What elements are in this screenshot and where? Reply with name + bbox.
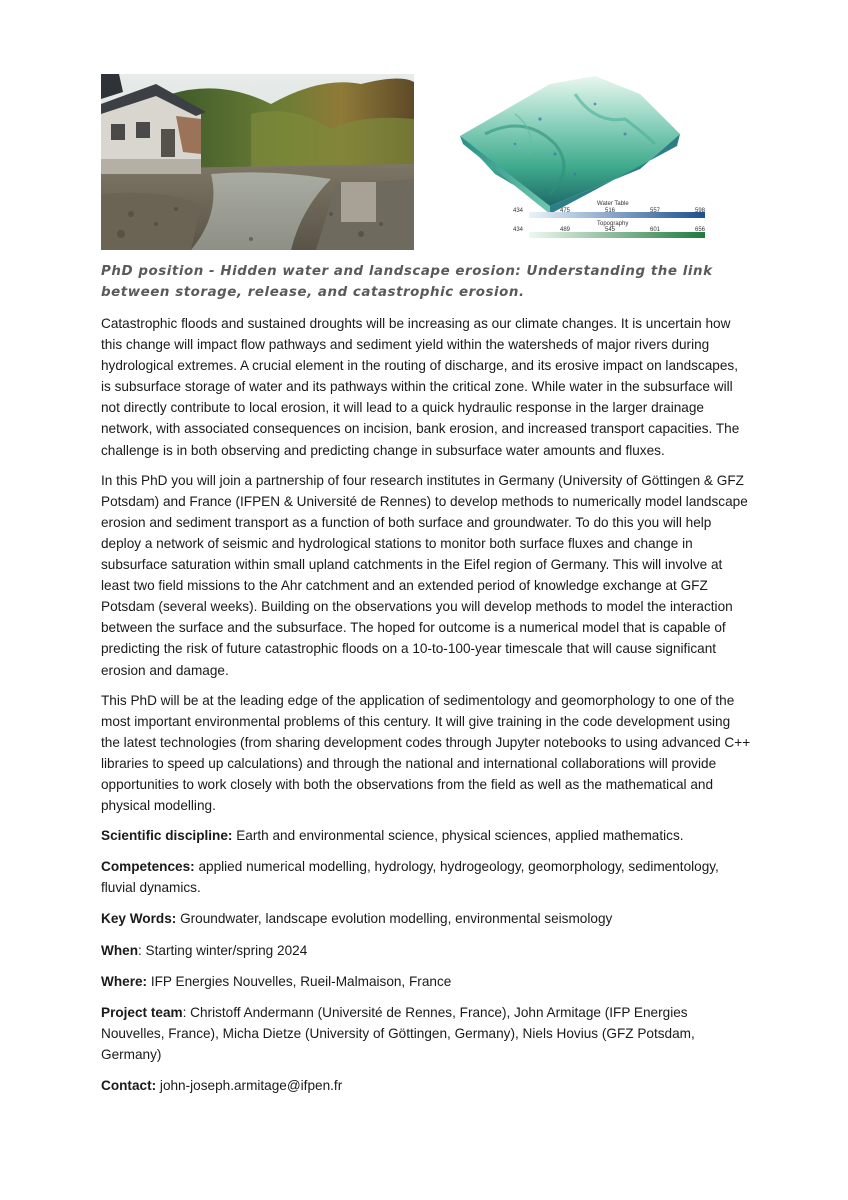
topo-tick: 545 [605,227,616,233]
project-paragraph: In this PhD you will join a partnership of four research institutes in Germany (University of Göttingen & GFZ Potsdam) and France (IFPEN & Université de Rennes) to develop methods to numerically model landscape erosion and sediment transport as a function of both surface and groundwater. To do this you will help deploy a network of seismic and hydrological stations to monitor both surface fluxes and change in subsurface saturation within small upland catchments in the Eifel region of Germany. This will involve at least two field missions to the Ahr catchment and an extended period of knowledge exchange at GFZ Potsdam (several weeks). Building on the observations you will develop methods to model the interaction between the surface and the subsurface. The hoped for outcome is a numerical model that is capable of predicting the risk of future catastrophic floods on a 10-to-100-year timescale that will cause significant erosion and damage. [101,472,748,678]
topo-tick: 489 [560,227,571,233]
contact-label: Contact: [101,1078,157,1093]
terrain-model-image [455,74,715,242]
intro-paragraph: Catastrophic floods and sustained droughts will be increasing as our climate changes. It is uncertain how this change will impact flow pathways and sediment yield within the watersheds of major rivers during hydrological extremes. A crucial element in the routing of discharge, and its erosive impact on landscapes, is subsurface storage of water and its pathways within the critical zone. While water in the subsurface will not directly contribute to local erosion, it will lead to a quick hydraulic response in the larger drainage network, with associated consequences on incision, bank erosion, and increased transport capacities. The challenge is in both observing and predicting change in subsurface water amounts and fluxes. [101,316,740,458]
competences-label: Competences: [101,859,195,875]
training-paragraph: This PhD will be at the leading edge of the application of sedimentology and geomorphology to one of the most important environmental problems of this century. It will give training in the code development using the latest technologies (from sharing development codes through Jupyter notebooks to using advanced C++ libraries to speed up calculations) and through the national and international collaborations will provide opportunities to work closely with both the observations from the field as well as the mathematical and physical modelling. [101,692,751,814]
where-field [101,971,751,992]
water-table-colorbar [529,212,705,218]
competences-field [101,856,751,898]
when-field [101,940,751,961]
flood-photo-image [101,74,414,250]
water-table-label: Water Table [597,201,629,207]
flood-photo [101,74,414,250]
wt-tick: 598 [695,208,706,214]
keywords-value: Groundwater, landscape evolution modelling, environmental seismology [176,911,613,927]
team-label: Project team [101,1004,183,1020]
topo-tick: 656 [695,227,706,233]
position-title: PhD position - Hidden water and landscape erosion: Understanding the link between storage, release, and catastrophic erosion. [101,264,713,300]
discipline-field [101,825,751,846]
competences-value: applied numerical modelling, hydrology, hydrogeology, geomorphology, sedimentology, fluvial dynamics. [101,859,719,896]
wt-tick: 557 [650,208,661,214]
keywords-label: Key Words: [101,911,177,927]
where-label: Where: [101,973,148,989]
team-field [101,1002,751,1065]
contact-email[interactable]: john-joseph.armitage@ifpen.fr [156,1078,343,1093]
wt-tick: 475 [560,208,571,214]
topo-tick: 601 [650,227,661,233]
where-value: IFP Energies Nouvelles, Rueil-Malmaison, France [147,973,452,989]
when-label: When [101,942,138,958]
team-value: : Christoff Andermann (Université de Rennes, France), John Armitage (IFP Energies Nouvelles, France), Micha Dietze (University of Göttingen, Germany), Niels Hovius (GFZ Potsdam, Germany) [101,1004,695,1062]
discipline-value: Earth and environmental science, physical sciences, applied mathematics. [232,828,684,844]
contact-field [101,1075,751,1096]
wt-tick: 516 [605,208,616,214]
wt-tick: 434 [513,208,524,214]
topo-tick: 434 [513,227,524,233]
topography-label: Topography [597,221,629,227]
topography-colorbar [529,232,705,238]
terrain-model-figure [455,74,715,242]
keywords-field [101,908,751,929]
discipline-label: Scientific discipline: [101,828,233,844]
when-value: : Starting winter/spring 2024 [138,942,308,958]
document-body [101,313,751,1106]
